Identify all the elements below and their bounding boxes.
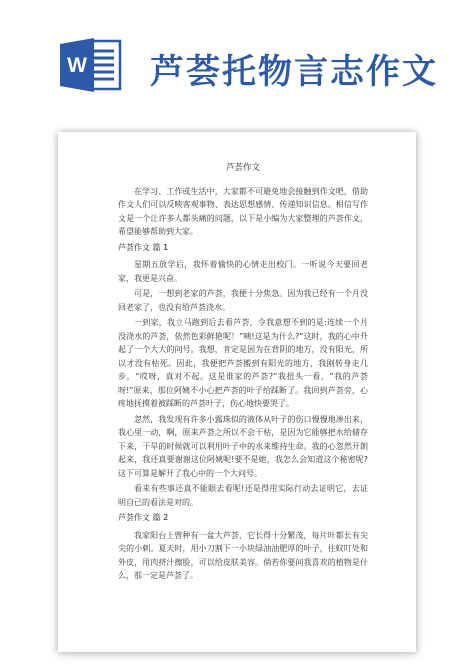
document-title: 芦荟作文 [225, 163, 260, 173]
paragraph: 我家阳台上曾种有一盆大芦荟，它长得十分繁茂，每片叶都长有尖尖的小刺。夏天时，用小刀割下一小块绿油油肥厚的叶子，往蚊叮处和外皮，用肉挤汁擦脸，可以给皮肤美容。倘若你要问我喜欢的植物是什么，那一定是芦荟了。 [118, 530, 368, 580]
paragraph: 看来有些事还真不能眼去看呢!还是得用实际行动去证明它，去证明自己的看法是对的。 [118, 484, 368, 507]
document-page [58, 132, 416, 652]
banner-title: 芦荟托物言志作文 [150, 52, 438, 92]
section-heading: 芦荟作文 篇 2 [118, 513, 169, 522]
word-document-icon [60, 38, 122, 92]
section-heading: 芦荟作文 篇 1 [118, 242, 169, 252]
word-logo-letter: W [67, 54, 87, 77]
paragraph: 在学习、工作或生活中，大家都不可避免地会接触到作文吧，借助作文人们可以反映客观事物、表达思想感情、传递知识信息。相信写作文是一个让许多人都头痛的问题，以下是小编为大家整理的芦荟作文，希望能够帮助到大家。 [118, 186, 368, 236]
banner [0, 0, 474, 120]
paragraph: 星期五放学后，我怀着愉快的心情走出校门。一听说今天要回老家，我更是兴奋。 [118, 260, 368, 283]
paragraph: 一到家，我立马跑到后去看芦荟，令我意想不到的是:连续一个月没浇水的芦荟，依然色彩鲜艳呢！“咦!这是为什么?”这时，我的心中升起了一个大大的问号。我想，肯定是因为在背阴的地方，没有阳光，所以才没有枯死。因此，我便把芦荟搬到有阳光的地方，我刚转身走几步，“哎呀，真对不起。这是谁家的芦荟?”我扭头一看，“我的芦荟呀!”原来，那位阿姨不小心把芦荟的叶子给踩断了。我回到芦荟旁，心疼地抚摸着被踩断的芦荟叶子，伤心地快要哭了。 [118, 318, 368, 408]
paragraph: 可是，一想到老家的芦荟，我便十分焦急。因为我已经有一个月没回老家了，也没有给芦荟浇水。 [118, 289, 368, 312]
paragraph: 忽然，我发现有许多小露珠似的液体从叶子的伤口慢慢地渗出来，我心里一动，啊，原来芦荟之所以不会干枯，是因为它能够把水给储存下来，干旱的时候就可以利用叶子中的水来维持生命。我的心忽然开朗起来，我还真要谢谢这位阿姨呢!要不是她，我怎么会知道这个秘密呢?这下可算是解开了我心中的一个大问号。 [118, 414, 368, 478]
document-content [118, 162, 368, 585]
